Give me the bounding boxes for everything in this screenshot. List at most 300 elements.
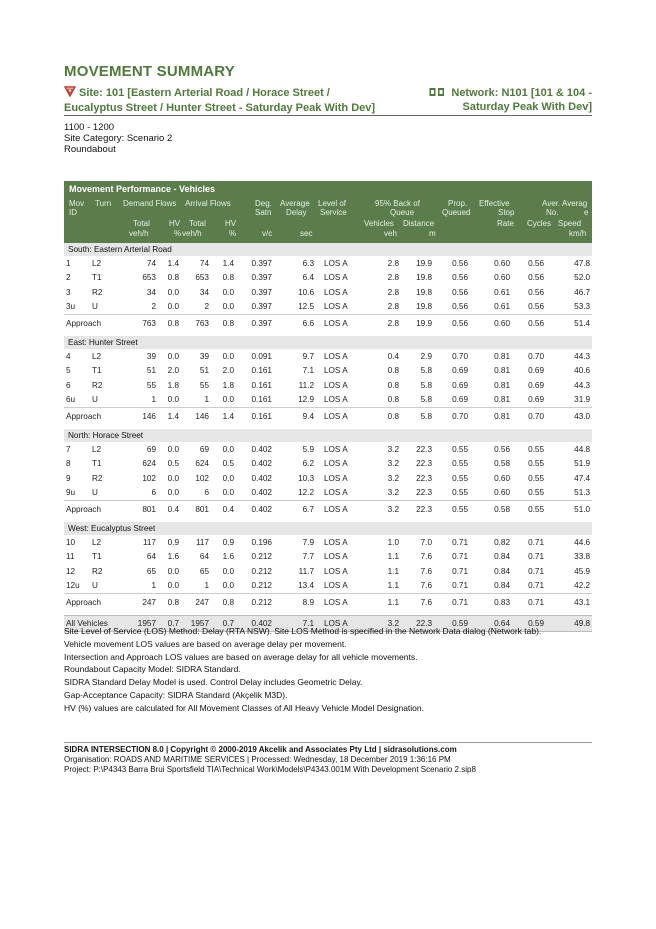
table-row [64, 550, 592, 565]
section-header [64, 429, 592, 442]
hdr-id: ID [69, 208, 77, 217]
table-cell: 7.0 [420, 537, 432, 547]
table-cell: 9.4 [274, 408, 316, 425]
table-cell: 55 [199, 380, 209, 390]
footer [64, 745, 476, 775]
table-cell: 247 [120, 594, 158, 611]
movement-table [64, 181, 592, 632]
hdr-deg: Deg. [255, 199, 272, 208]
table-cell: 0.71 [452, 581, 468, 591]
table-row [64, 457, 592, 472]
table-cell: 12u [66, 581, 80, 591]
table-cell: 7.1 [302, 366, 314, 376]
table-cell: 0.61 [494, 287, 510, 297]
table-cell: 2.8 [387, 287, 399, 297]
table-cell: 0.81 [494, 395, 510, 405]
table-cell: 0.397 [251, 302, 272, 312]
table-cell: 0.4 [211, 501, 236, 518]
hdr-queue2: Queue [390, 208, 415, 217]
table-cell: 0.0 [222, 566, 234, 576]
hdr-queued: Queued [442, 208, 471, 217]
heading-rule [64, 115, 592, 116]
table-cell: 0.56 [434, 315, 470, 332]
table-cell: 22.3 [416, 459, 432, 469]
note-line: Vehicle movement LOS values are based on average delay per movement. [64, 638, 347, 649]
table-cell: 42.2 [574, 581, 591, 591]
network-line1: Network: N101 [101 & 104 - [451, 87, 592, 99]
table-cell: 0.60 [470, 315, 512, 332]
hdr-vehh2: veh/h [182, 229, 202, 238]
table-cell: 0.8 [222, 273, 234, 283]
table-cell: 19.8 [416, 273, 432, 283]
table-cell: 40.6 [574, 366, 591, 376]
footer-rule [64, 742, 592, 743]
table-row [64, 393, 592, 408]
section-name: South: Eastern Arterial Road [64, 243, 592, 256]
table-cell: 0.81 [494, 380, 510, 390]
table-cell: 12.9 [298, 395, 314, 405]
table-cell: 0.60 [494, 273, 510, 283]
table-cell: T1 [92, 552, 102, 562]
table-cell: L2 [92, 351, 102, 361]
table-row [64, 364, 592, 379]
table-cell: 7 [66, 444, 71, 454]
table-cell: 0.0 [167, 351, 179, 361]
table-cell: R2 [92, 287, 103, 297]
approach-row [64, 408, 592, 425]
table-cell: 6.3 [302, 258, 314, 268]
table-cell: 1 [151, 581, 156, 591]
table-cell: 0.7 [211, 616, 236, 632]
table-cell: 1.0 [387, 537, 399, 547]
table-cell: 64 [146, 552, 156, 562]
table-cell: 65 [146, 566, 156, 576]
table-cell: 45.9 [574, 566, 591, 576]
table-cell: 0.69 [528, 366, 544, 376]
table-cell: 39 [146, 351, 156, 361]
table-cell: 2 [151, 302, 156, 312]
table-cell: 0.56 [452, 302, 468, 312]
table-cell: 1.8 [222, 380, 234, 390]
table-cell: 12.2 [298, 488, 314, 498]
table-cell: 9 [66, 473, 71, 483]
site-heading [64, 86, 394, 115]
table-cell: Approach [64, 594, 120, 611]
hdr-mov: Mov [69, 199, 85, 208]
table-row [64, 579, 592, 594]
table-cell: 0.56 [528, 287, 544, 297]
table-cell: 6.6 [274, 315, 316, 332]
table-cell: 7.6 [401, 594, 434, 611]
hdr-delay: Delay [286, 208, 307, 217]
meta-category: Site Category: Scenario 2 [64, 133, 173, 144]
table-cell: 44.6 [574, 537, 591, 547]
table-cell: 117 [195, 537, 209, 547]
table-cell: 0.8 [211, 594, 236, 611]
table-row [64, 271, 592, 286]
table-cell: 2.8 [387, 302, 399, 312]
table-cell: 0.0 [222, 473, 234, 483]
table-cell: L2 [92, 444, 102, 454]
table-cell: 13.4 [298, 581, 314, 591]
hdr-total2: Total [189, 219, 206, 228]
table-cell: 5.8 [420, 395, 432, 405]
table-cell: 624 [195, 459, 209, 469]
table-cell: 0.0 [222, 444, 234, 454]
table-row [64, 471, 592, 486]
site-line2: Eucalyptus Street / Hunter Street - Saturday Peak With Dev] [64, 102, 376, 114]
hdr-hv2: HV [225, 219, 237, 228]
table-cell: 2.0 [167, 366, 179, 376]
table-cell: 0.212 [251, 581, 272, 591]
table-cell: 0.55 [434, 501, 470, 518]
table-cell: 51 [199, 366, 209, 376]
table-cell: 0.56 [528, 258, 544, 268]
table-cell: 10 [66, 537, 76, 547]
table-cell: LOS A [324, 552, 348, 562]
hdr-vc: v/c [262, 229, 273, 238]
table-cell: 1.8 [167, 380, 179, 390]
note-line: HV (%) values are calculated for All Movement Classes of All Heavy Vehicle Model Designation. [64, 702, 425, 713]
hdr-speed: Speed [558, 219, 582, 228]
table-cell: 0.81 [494, 366, 510, 376]
table-row [64, 564, 592, 579]
table-cell: 0.56 [494, 444, 510, 454]
table-cell: 5.8 [420, 380, 432, 390]
table-cell: 7.1 [274, 616, 316, 632]
table-cell: 19.8 [416, 302, 432, 312]
hdr-sec: sec [300, 229, 313, 238]
table-cell: 6.2 [302, 459, 314, 469]
hdr-veh: veh [384, 229, 397, 238]
table-cell: 1 [204, 581, 209, 591]
table-cell: LOS A [324, 287, 348, 297]
footer-organisation: Organisation: ROADS AND MARITIME SERVICES | Processed: Wednesday, 18 December 2019 1:36:16 PM [64, 755, 451, 764]
hdr-rate: Rate [497, 219, 514, 228]
table-cell: 0.58 [470, 501, 512, 518]
table-cell: 0.402 [236, 501, 274, 518]
section-header [64, 336, 592, 349]
table-cell: 51.9 [574, 459, 591, 469]
table-cell: 0.70 [528, 351, 544, 361]
table-cell: 0.55 [452, 473, 468, 483]
table-cell: 0.0 [222, 287, 234, 297]
table-cell: 0.0 [222, 581, 234, 591]
table-cell: 10.6 [298, 287, 314, 297]
table-cell: 6.7 [274, 501, 316, 518]
table-cell: 49.8 [546, 616, 592, 632]
section-name: West: Eucalyptus Street [64, 522, 592, 535]
table-cell: 0.64 [470, 616, 512, 632]
network-nodes-icon [429, 87, 451, 99]
table-cell: 6 [66, 380, 71, 390]
hdr-averag: Averag [562, 199, 588, 208]
table-cell: 69 [199, 444, 209, 454]
table-cell: LOS A [316, 408, 361, 425]
note-line: SIDRA Standard Delay Model is used. Control Delay includes Geometric Delay. [64, 677, 363, 688]
table-cell: 43.1 [546, 594, 592, 611]
table-cell: 0.55 [528, 459, 544, 469]
site-triangle-icon [64, 86, 76, 101]
hdr-aver: Aver. [542, 199, 561, 208]
table-cell: 0.70 [512, 408, 546, 425]
table-cell: 0.397 [251, 287, 272, 297]
hdr-stop: Stop [498, 208, 515, 217]
table-cell: 3.2 [387, 473, 399, 483]
table-cell: 146 [181, 408, 211, 425]
table-cell: 0.402 [251, 488, 272, 498]
table-cell: 22.3 [401, 501, 434, 518]
table-cell: 1.6 [222, 552, 234, 562]
table-row [64, 535, 592, 550]
table-cell: 11.7 [298, 566, 314, 576]
table-cell: 0.161 [251, 366, 272, 376]
table-cell: 51 [146, 366, 156, 376]
table-cell: 11 [66, 552, 75, 562]
table-cell: 0.8 [211, 315, 236, 332]
table-cell: LOS A [324, 380, 348, 390]
table-cell: 6 [204, 488, 209, 498]
table-cell: 0.71 [452, 552, 468, 562]
table-cell: 0.71 [528, 552, 544, 562]
table-cell: 1.4 [158, 408, 181, 425]
footer-copyright: SIDRA INTERSECTION 8.0 | Copyright © 2000-2019 Akcelik and Associates Pty Ltd | sidrasolutions.com [64, 745, 457, 754]
table-cell: 1957 [120, 616, 158, 632]
table-cell: 0.091 [251, 351, 272, 361]
table-cell: R2 [92, 380, 103, 390]
table-cell: 47.8 [574, 258, 591, 268]
table-cell: 0.402 [251, 459, 272, 469]
table-cell: 0.71 [452, 537, 468, 547]
table-cell: 8.9 [274, 594, 316, 611]
hdr-service: Service [320, 208, 347, 217]
table-cell: R2 [92, 473, 103, 483]
table-cell: 763 [181, 315, 211, 332]
table-cell: 7.9 [302, 537, 314, 547]
table-cell: 1 [151, 395, 156, 405]
table-cell: U [92, 488, 98, 498]
table-cell: 11.2 [298, 380, 314, 390]
hdr-effective: Effective [479, 199, 510, 208]
table-cell: 0.61 [494, 302, 510, 312]
table-cell: 0.60 [494, 258, 510, 268]
table-cell: 0.56 [512, 315, 546, 332]
table-cell: 653 [195, 273, 209, 283]
table-cell: 51.3 [574, 488, 591, 498]
table-cell: 0.0 [167, 287, 179, 297]
table-cell: 1.6 [167, 552, 179, 562]
table-row [64, 442, 592, 457]
table-cell: T1 [92, 366, 102, 376]
table-cell: 653 [142, 273, 156, 283]
table-cell: 6.4 [302, 273, 314, 283]
table-cell: 44.8 [574, 444, 591, 454]
table-cell: 0.9 [222, 537, 234, 547]
table-cell: 0.0 [222, 395, 234, 405]
table-cell: 247 [181, 594, 211, 611]
table-cell: 10.3 [298, 473, 314, 483]
table-row [64, 285, 592, 300]
table-cell: 0.0 [167, 566, 179, 576]
table-cell: 3.2 [361, 616, 401, 632]
table-cell: All Vehicles [64, 616, 120, 632]
table-cell: 0.82 [494, 537, 510, 547]
table-cell: 0.161 [236, 408, 274, 425]
table-row [64, 378, 592, 393]
table-cell: 53.3 [574, 302, 591, 312]
table-cell: 1.1 [387, 566, 399, 576]
table-cell: 22.3 [416, 444, 432, 454]
table-cell: L2 [92, 537, 102, 547]
table-cell: 0.161 [251, 395, 272, 405]
table-cell: LOS A [324, 566, 348, 576]
table-cell: 9.7 [302, 351, 314, 361]
table-cell: LOS A [324, 459, 348, 469]
table-cell: 46.7 [574, 287, 591, 297]
table-cell: 0.8 [158, 594, 181, 611]
approach-row [64, 594, 592, 611]
table-cell: 9u [66, 488, 76, 498]
table-row [64, 256, 592, 271]
table-cell: 8 [66, 459, 71, 469]
movement-table-body [64, 243, 592, 632]
table-cell: 51.4 [546, 315, 592, 332]
table-cell: 102 [142, 473, 156, 483]
table-cell: 0.397 [251, 258, 272, 268]
table-cell: 0.70 [434, 408, 470, 425]
table-cell: LOS A [324, 351, 348, 361]
table-cell: 65 [199, 566, 209, 576]
table-cell: 0.69 [452, 380, 468, 390]
table-cell: 0.0 [167, 488, 179, 498]
table-cell: 19.9 [416, 258, 432, 268]
table-cell: 1 [66, 258, 71, 268]
table-cell: 3.2 [387, 444, 399, 454]
hdr-demand: Demand Flows [123, 199, 177, 208]
table-cell: 0.55 [528, 444, 544, 454]
table-cell: 146 [120, 408, 158, 425]
note-line: Gap-Acceptance Capacity: SIDRA Standard (Akçelik M3D). [64, 689, 288, 700]
hdr-prop: Prop. [448, 199, 468, 208]
table-cell: 0.71 [528, 537, 544, 547]
table-cell: 3.2 [387, 488, 399, 498]
network-line2: Saturday Peak With Dev] [462, 101, 592, 113]
table-cell: LOS A [324, 395, 348, 405]
table-cell: 1.1 [387, 552, 399, 562]
table-cell: 7.6 [420, 581, 432, 591]
table-cell: 102 [195, 473, 209, 483]
table-cell: LOS A [324, 444, 348, 454]
table-cell: 43.0 [546, 408, 592, 425]
hdr-distance: Distance [403, 219, 435, 228]
table-cell: 0.0 [167, 395, 179, 405]
table-cell: 6u [66, 395, 76, 405]
section-header [64, 522, 592, 535]
table-cell: 0.0 [222, 302, 234, 312]
network-heading [392, 86, 592, 114]
table-cell: T1 [92, 273, 102, 283]
table-cell: 19.8 [416, 287, 432, 297]
table-cell: 0.69 [528, 395, 544, 405]
table-cell: Approach [64, 408, 120, 425]
table-cell: 12.5 [298, 302, 314, 312]
table-row [64, 349, 592, 364]
table-cell: 0.397 [236, 315, 274, 332]
section-name: East: Hunter Street [64, 336, 592, 349]
page-title: MOVEMENT SUMMARY [64, 63, 235, 80]
table-cell: 2.9 [420, 351, 432, 361]
table-cell: 0.71 [528, 566, 544, 576]
table-cell: 22.3 [416, 473, 432, 483]
table-cell: 0.59 [512, 616, 546, 632]
table-cell: 0.161 [251, 380, 272, 390]
hdr-average: Average [280, 199, 310, 208]
table-cell: 0.83 [470, 594, 512, 611]
hdr-satn: Satn [255, 208, 272, 217]
hdr-no: No. [546, 208, 559, 217]
table-cell: 0.0 [222, 351, 234, 361]
table-cell: 0.55 [452, 444, 468, 454]
table-cell: 0.5 [222, 459, 234, 469]
hdr-pct1: % [174, 229, 182, 238]
table-cell: 2.8 [387, 258, 399, 268]
table-cell: 0.402 [251, 473, 272, 483]
table-cell: 5 [66, 366, 71, 376]
table-cell: Approach [64, 315, 120, 332]
table-cell: 2.8 [361, 315, 401, 332]
notes [64, 625, 594, 715]
table-cell: Approach [64, 501, 120, 518]
table-cell: U [92, 395, 98, 405]
hdr-queue1: 95% Back of [375, 199, 420, 208]
table-cell: LOS A [324, 537, 348, 547]
table-cell: 0.71 [528, 581, 544, 591]
table-cell: 0.55 [528, 473, 544, 483]
table-cell: 52.0 [574, 273, 591, 283]
table-cell: 0.4 [158, 501, 181, 518]
table-cell: 801 [120, 501, 158, 518]
meta-time: 1100 - 1200 [64, 122, 115, 133]
table-cell: T1 [92, 459, 102, 469]
table-cell: U [92, 302, 98, 312]
table-cell: LOS A [316, 315, 361, 332]
table-cell: 0.55 [512, 501, 546, 518]
table-cell: 1957 [181, 616, 211, 632]
table-cell: 0.55 [452, 488, 468, 498]
table-cell: 5.9 [302, 444, 314, 454]
table-cell: LOS A [316, 594, 361, 611]
meta-type: Roundabout [64, 144, 116, 155]
hdr-kmh: km/h [569, 229, 587, 238]
table-cell: 74 [199, 258, 209, 268]
table-cell: L2 [92, 258, 102, 268]
table-cell: 39 [199, 351, 209, 361]
hdr-m: m [429, 229, 436, 238]
table-cell: 801 [181, 501, 211, 518]
table-cell: 12 [66, 566, 76, 576]
table-cell: 0.59 [434, 616, 470, 632]
table-cell: 6 [151, 488, 156, 498]
table-cell: LOS A [324, 473, 348, 483]
table-row [64, 486, 592, 501]
table-cell: LOS A [324, 488, 348, 498]
table-cell: 0.60 [494, 488, 510, 498]
table-cell: 22.3 [416, 488, 432, 498]
table-cell: 0.56 [528, 273, 544, 283]
table-cell: 0.0 [222, 488, 234, 498]
footer-project: Project: P:\P4343 Barra Brui Sportsfield TIA\Technical Work\Models\P4343.001M With Development Scenario 2.sip8 [64, 765, 476, 774]
table-cell: 5.8 [420, 366, 432, 376]
